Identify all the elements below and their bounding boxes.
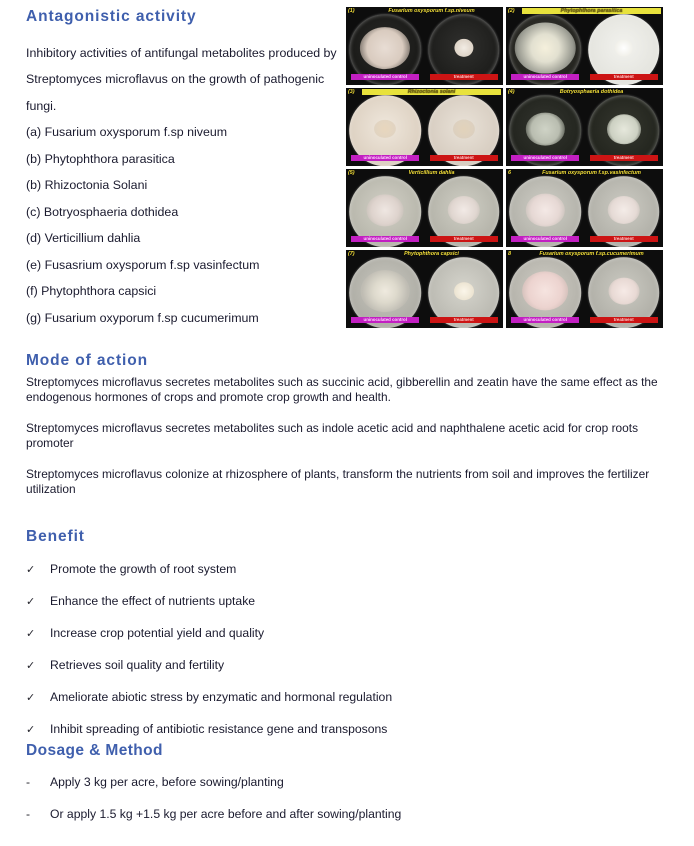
panel-title: Botryosphaeria dothidea [559,89,624,95]
panel-number: (4) [508,89,515,95]
benefit-list [26,562,664,737]
control-label: uninoculated control [511,74,579,80]
treatment-dish [427,98,501,163]
treatment-label: treatment [430,236,498,242]
panel-title: Phytophthora parasitica [522,8,661,14]
treatment-dish [427,260,501,325]
petri-dish-photo-grid [346,7,663,328]
fungal-colony [526,194,564,227]
list-item [26,775,664,789]
panel-title: Phytophthora capsici [404,251,459,257]
antagonistic-text-column [26,8,338,331]
control-dish [508,260,582,325]
benefit-heading: Benefit [26,528,85,545]
panel-title: Fusarium oxysporum f.sp.vasinfectum [542,170,641,176]
fungal-colony [454,282,474,300]
panel-title: Verticillium dahlia [408,170,455,176]
panel-title: Fusarium oxysporum f.sp.cucumerimum [539,251,644,257]
check-icon: ✓ [26,723,36,736]
control-dish [348,17,422,82]
petri-panel [346,88,503,166]
treatment-dish [587,17,661,82]
list-item: (a) Fusarium oxysporum f.sp niveum [26,125,228,140]
treatment-label: treatment [590,236,658,242]
mode-of-action-paragraph: Streptomyces microflavus colonize at rhizosphere of plants, transform the nutrients from soil and improves the fertilizer utilization [26,466,650,497]
panel-number: (7) [348,251,355,257]
pathogen-list [26,119,338,331]
panel-title: Rhizoctonia solani [362,89,501,95]
list-item [26,807,664,821]
check-icon: ✓ [26,691,36,704]
control-label: uninoculated control [351,317,419,323]
panel-title: Fusarium oxysporum f.sp.niveum [388,8,475,14]
list-item: (b) Phytophthora parasitica [26,151,175,166]
control-label: uninoculated control [351,74,419,80]
petri-panel [506,169,663,247]
fungal-colony [453,120,475,139]
control-dish [508,98,582,163]
fungal-colony [515,23,576,74]
treatment-label: treatment [430,74,498,80]
antagonistic-intro-paragraph: Inhibitory activities of antifungal metabolites produced by Streptomyces microflavus on the growth of pathogenic fungi. [26,45,337,113]
treatment-dish [587,260,661,325]
dosage-method-heading: Dosage & Method [26,742,163,759]
panel-number: (2) [508,8,515,14]
mode-of-action-paragraph: Streptomyces microflavus secretes metabolites such as indole acetic acid and naphthalene acetic acid for crop roots promoter [26,420,639,451]
panel-number: 6 [508,170,511,176]
treatment-label: treatment [590,155,658,161]
control-dish [348,260,422,325]
benefit-item-label: Inhibit spreading of antibiotic resistance gene and transposons [50,721,388,736]
dash-bullet-icon: - [26,774,31,789]
control-label: uninoculated control [511,155,579,161]
panel-number: (1) [348,8,355,14]
list-item [26,658,664,673]
dosage-list [26,775,664,821]
petri-panel [506,250,663,328]
control-dish [508,17,582,82]
antagonistic-activity-heading: Antagonistic activity [26,8,197,25]
dash-bullet-icon: - [26,806,31,821]
petri-panel [346,7,503,85]
control-label: uninoculated control [511,236,579,242]
treatment-label: treatment [430,155,498,161]
treatment-dish [427,179,501,244]
control-dish [348,98,422,163]
list-item [26,562,664,577]
dosage-item-label: Or apply 1.5 kg +1.5 kg per acre before and after sowing/planting [50,806,402,821]
petri-panel [346,250,503,328]
treatment-dish [587,98,661,163]
treatment-label: treatment [430,317,498,323]
panel-number: (5) [348,170,355,176]
benefit-item-label: Ameliorate abiotic stress by enzymatic and hormonal regulation [50,689,393,704]
control-label: uninoculated control [511,317,579,323]
benefit-item-label: Increase crop potential yield and quality [50,625,265,640]
dosage-method-section [26,742,664,839]
control-dish [508,179,582,244]
check-icon: ✓ [26,595,36,608]
dosage-item-label: Apply 3 kg per acre, before sowing/planting [50,774,284,789]
list-item: (g) Fusarium oxyporum f.sp cucumerimum [26,310,259,325]
list-item [26,690,664,705]
list-item [26,626,664,641]
fungal-colony [367,195,404,226]
fungal-colony [360,27,410,69]
treatment-label: treatment [590,74,658,80]
panel-number: (3) [348,89,355,95]
check-icon: ✓ [26,627,36,640]
treatment-dish [427,17,501,82]
treatment-dish [587,179,661,244]
fungal-colony [361,270,410,312]
petri-panel [346,169,503,247]
benefit-item-label: Enhance the effect of nutrients uptake [50,593,256,608]
mode-of-action-heading: Mode of action [26,352,148,369]
control-dish [348,179,422,244]
list-item [26,594,664,609]
control-label: uninoculated control [351,155,419,161]
mode-of-action-section [26,352,664,498]
list-item: (d) Verticillium dahlia [26,231,141,246]
petri-panel [506,7,663,85]
fungal-colony [608,278,639,305]
mode-of-action-paragraph: Streptomyces microflavus secretes metabolites such as succinic acid, gibberellin and zeatin have the same effect as the endogenous hormones of crops and promote crop growth and health. [26,374,658,405]
petri-panel [506,88,663,166]
check-icon: ✓ [26,659,36,672]
fungal-colony [526,113,564,146]
benefit-item-label: Promote the growth of root system [50,561,237,576]
control-label: uninoculated control [351,236,419,242]
check-icon: ✓ [26,563,36,576]
list-item: (c) Botryosphaeria dothidea [26,204,179,219]
panel-number: 8 [508,251,511,257]
fungal-colony [522,272,568,311]
list-item: (e) Fusasrium oxysporum f.sp vasinfectum [26,257,260,272]
benefit-item-label: Retrieves soil quality and fertility [50,657,225,672]
benefit-section [26,528,664,754]
list-item: (f) Phytophthora capsici [26,284,157,299]
list-item: (b) Rhizoctonia Solani [26,178,148,193]
treatment-label: treatment [590,317,658,323]
list-item [26,722,664,737]
